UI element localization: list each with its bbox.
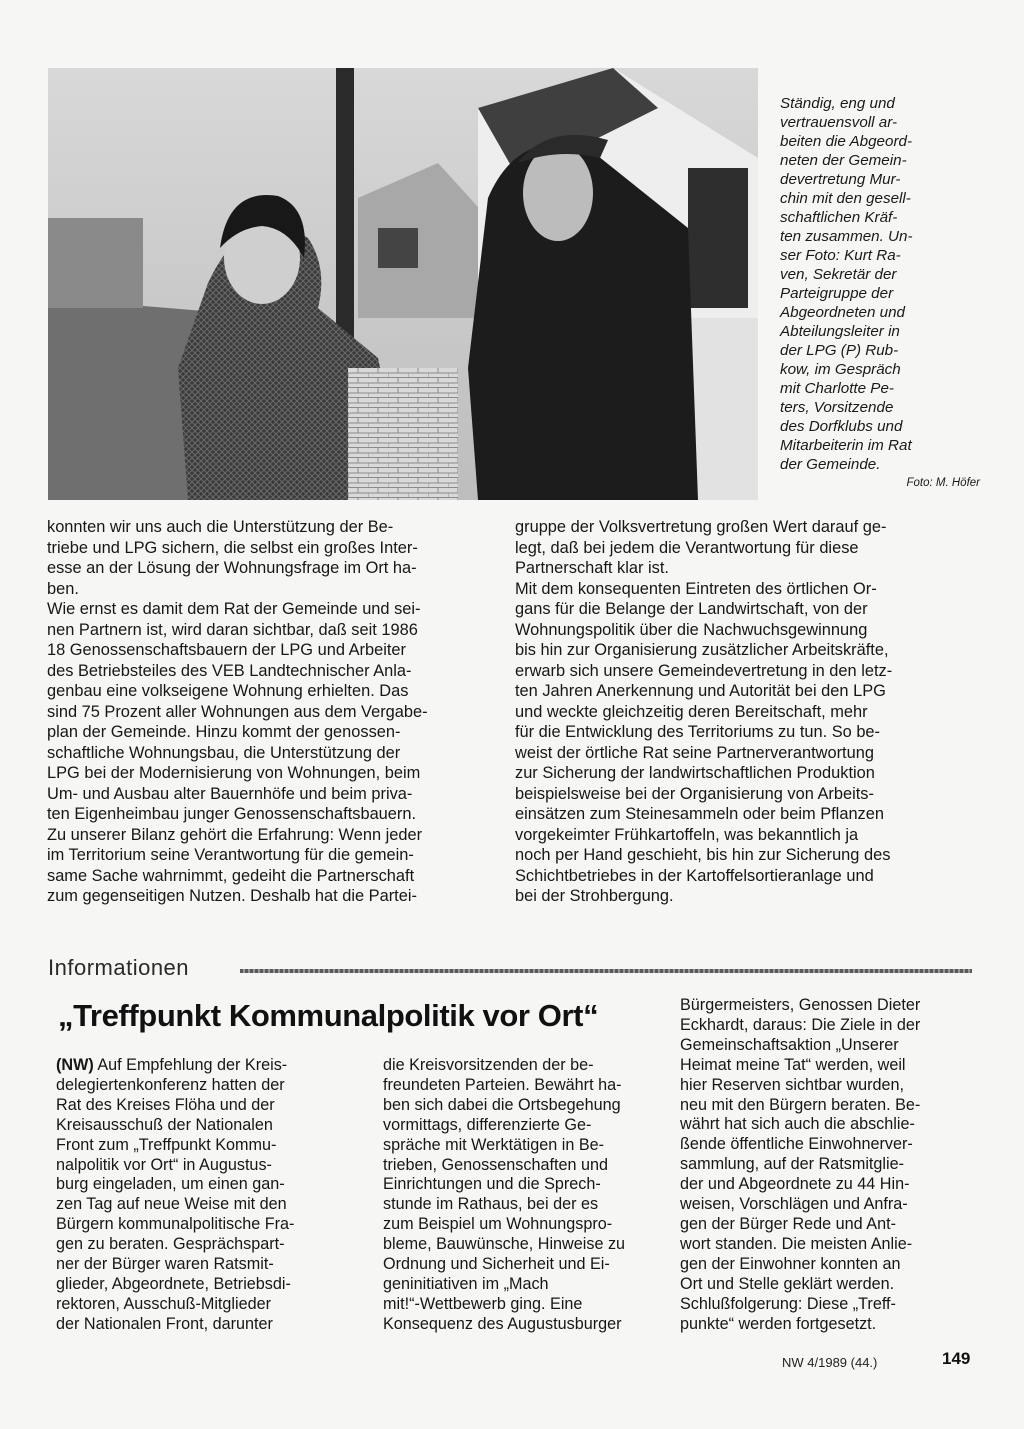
section-header: [48, 955, 972, 981]
news-photo: [48, 68, 758, 500]
photo-caption: [780, 94, 980, 490]
photo-garage-door: [688, 168, 748, 308]
photo-credit: Foto: M. Höfer: [906, 477, 980, 489]
article2-column-1: [56, 1056, 356, 1335]
article1-column-1: konnten wir uns auch die Unterstützung der Be- triebe und LPG sichern, die selbst ein großes Inter- esse an der Lösung der Wohnungsfrage im Ort ha- ben. Wie ernst es damit dem Rat der Gemeinde und sei- nen Partnern ist, wird daran sichtbar, daß seit 1986 18 Genossenschaftsbauern der LPG und Arbeiter des Betriebsteiles des VEB Landtechnischer Anla- genbau eine volkseigene Wohnung erhielten. Das sind 75 Prozent aller Wohnungen aus dem Vergabe- plan der Gemeinde. Hinzu kommt der genossen- schaftliche Wohnungsbau, die Unterstützung der LPG bei der Modernisierung von Wohnungen, beim Um- und Ausbau alter Bauernhöfe und beim priva- ten Eigenheimbau junger Genossenschaftsbauern. Zu unserer Bilanz gehört die Erfahrung: Wenn jeder im Territorium seine Verantwortung für die gemein- same Sache wahrnimmt, gedeiht die Partnerschaft zum gegenseitigen Nutzen. Deshalb hat die Partei-: [47, 518, 428, 905]
photo-gate-post: [688, 318, 758, 500]
photo-man-face: [523, 145, 593, 241]
page-number: 149: [942, 1349, 971, 1368]
article2-column-1-text: Auf Empfehlung der Kreis- delegiertenkonferenz hatten der Rat des Kreises Flöha und der Kreisausschuß der Nationalen Front zum „Treffpunkt Kommu- nalpolitik vor Ort“ in Augustus- burg eingeladen, um einen gan- zen Tag auf neue Weise mit den Bürgern kommunalpolitische Fra- gen zu beraten. Gesprächspart- ner der Bürger waren Ratsmit- glieder, Abgeordnete, Betriebsdi- rektoren, Ausschuß-Mitglieder der Nationalen Front, darunter: [56, 1056, 295, 1333]
article2-column-2: die Kreisvorsitzenden der be- freundeten Parteien. Bewährt ha- ben sich dabei die Ortsbegehung vormittags, differenzierte Ge- spräche mit Werktätigen in Be- trieben, Genossenschaften und Einrichtungen und die Sprech- stunde im Rathaus, bei der es zum Beispiel um Wohnungspro- bleme, Bauwünsche, Hinweise zu Ordnung und Sicherheit und Ei- geninitiativen im „Mach mit!“-Wettbewerb ging. Eine Konsequenz des Augustusburger: [383, 1056, 626, 1333]
issue-reference: NW 4/1989 (44.): [782, 1355, 878, 1370]
section-label: Informationen: [48, 955, 190, 980]
photo-brick-pillar: [348, 368, 458, 500]
article1-column-2: gruppe der Volksvertretung großen Wert darauf ge- legt, daß bei jedem die Verantwortung für diese Partnerschaft klar ist. Mit dem konsequenten Eintreten des örtlichen Or- gans für die Belange der Landwirtschaft, von der Wohnungspolitik über die Nachwuchsgewinnung bis hin zur Organisierung zusätzlicher Arbeitskräfte, erwarb sich unsere Gemeindevertretung in den letz- ten Jahren Anerkennung und Autorität bei den LPG und weckte gleichzeitig deren Bereitschaft, mehr für die Entwicklung des Territoriums zu tun. So be- weist der örtliche Rat seine Partnerverantwortung zur Sicherung der landwirtschaftlichen Produktion beispielsweise bei der Organisierung von Arbeits- einsätzen zum Steinesammeln oder beim Pflanzen vorgekeimter Frühkartoffeln, was bekanntlich ja noch per Hand geschieht, bis hin zur Sicherung des Schichtbetriebes in der Kartoffelsortieranlage und bei der Strohbergung.: [515, 518, 893, 905]
photo-illustration: [48, 68, 758, 500]
photo-house-left: [48, 218, 143, 308]
photo-caption-text: Ständig, eng und vertrauensvoll ar- beiten die Abgeord- neten der Gemein- devertretung Mur- chin mit den gesell- schaftlichen Kräf- ten zusammen. Un- ser Foto: Kurt Ra- ven, Sekretär der Parteigruppe der Abgeordneten und Abteilungsleiter in der LPG (P) Rub- kow, im Gespräch mit Charlotte Pe- ters, Vorsitzende des Dorfklubs und Mitarbeiterin im Rat der Gemeinde.: [780, 95, 913, 473]
photo-house-window: [378, 228, 418, 268]
article2-column-3: Bürgermeisters, Genossen Dieter Eckhardt, daraus: Die Ziele in der Gemeinschaftsaktion „Unserer Heimat meine Tat“ werden, weil hier Reserven sichtbar wurden, neu mit den Bürgern beraten. Be- währt hat sich auch die abschlie- ßende öffentliche Einwohnerver- sammlung, auf der Ratsmitglie- der und Abgeordnete zu 44 Hin- weisen, Vorschlägen und Anfra- gen der Bürger Rede und Ant- wort standen. Die meisten Anlie- gen der Einwohner konnten an Ort und Stelle geklärt werden. Schlußfolgerung: Diese „Treff- punkte“ werden fortgesetzt.: [680, 996, 921, 1333]
section-divider: [240, 969, 972, 973]
article2-lead: (NW): [56, 1056, 94, 1074]
article2-headline: „Treffpunkt Kommunalpolitik vor Ort“: [58, 998, 599, 1033]
